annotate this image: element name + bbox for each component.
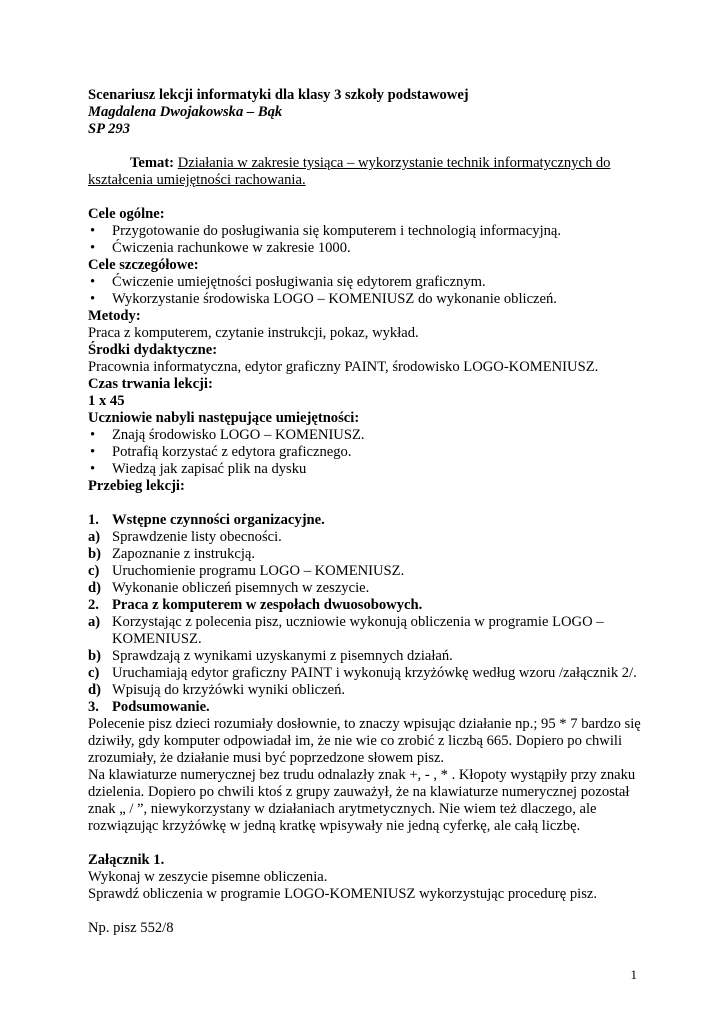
item-marker: b) (88, 648, 101, 664)
document-body (88, 87, 648, 937)
resources-heading: Środki dydaktyczne: (88, 342, 218, 358)
attachment-example: Np. pisz 552/8 (88, 920, 174, 936)
list-item: • Ćwiczenie umiejętności posługiwania się edytorem graficznym. (88, 274, 648, 291)
topic-line (88, 155, 648, 189)
specific-goals-list (88, 274, 648, 308)
attachment-heading: Załącznik 1. (88, 852, 165, 868)
list-item: • Przygotowanie do posługiwania się komputerem i technologią informacyjną. (88, 223, 648, 240)
course-heading: Przebieg lekcji: (88, 478, 185, 494)
resources-text: Pracownia informatyczna, edytor graficzny PAINT, środowisko LOGO-KOMENIUSZ. (88, 359, 599, 375)
list-item (88, 546, 648, 563)
general-goals-list (88, 223, 648, 257)
item-marker: c) (88, 563, 100, 579)
methods-heading: Metody: (88, 308, 141, 324)
list-item (88, 665, 648, 682)
item-marker: b) (88, 546, 101, 562)
section-marker: 3. (88, 699, 99, 715)
duration-value: 1 x 45 (88, 393, 125, 409)
list-item (88, 580, 648, 597)
list-item: • Potrafią korzystać z edytora graficznego. (88, 444, 648, 461)
item-marker: d) (88, 682, 101, 698)
section-1-title (88, 512, 648, 529)
item-text: Uruchomienie programu LOGO – KOMENIUSZ. (112, 563, 405, 579)
author-name: Magdalena Dwojakowska – Bąk (88, 104, 283, 120)
list-item (88, 648, 648, 665)
list-item (88, 682, 648, 699)
list-item: • Ćwiczenia rachunkowe w zakresie 1000. (88, 240, 648, 257)
item-text: Sprawdzają z wynikami uzyskanymi z pisemnych działań. (112, 648, 453, 664)
general-goals-heading: Cele ogólne: (88, 206, 165, 222)
topic-label: Temat: (130, 155, 175, 171)
item-marker: a) (88, 614, 101, 630)
skills-heading: Uczniowie nabyli następujące umiejętności: (88, 410, 360, 426)
list-item: • Znają środowisko LOGO – KOMENIUSZ. (88, 427, 648, 444)
summary-paragraph-1: Polecenie pisz dzieci rozumiały dosłownie, to znaczy wpisując działanie np.; 95 * 7 bardzo się dziwiły, gdy komputer odpowiadał im, że nie wie co zrobić z liczbą 665. Dopiero po chwili zrozumiały, że działanie musi być poprzedzone słowem pisz. (88, 716, 641, 766)
item-text: Uruchamiają edytor graficzny PAINT i wykonują krzyżówkę według wzoru /załącznik 2/. (112, 665, 637, 681)
section-title: Podsumowanie. (112, 699, 210, 715)
section-marker: 1. (88, 512, 99, 528)
specific-goals-heading: Cele szczegółowe: (88, 257, 199, 273)
item-text: Wpisują do krzyżówki wyniki obliczeń. (112, 682, 346, 698)
list-item: • Wykorzystanie środowiska LOGO – KOMENIUSZ do wykonanie obliczeń. (88, 291, 648, 308)
section-title: Praca z komputerem w zespołach dwuosobowych. (112, 597, 423, 613)
section-marker: 2. (88, 597, 99, 613)
attachment-line-2: Sprawdź obliczenia w programie LOGO-KOMENIUSZ wykorzystując procedurę pisz. (88, 886, 598, 902)
skills-list (88, 427, 648, 478)
page-number: 1 (630, 967, 637, 982)
item-text: Zapoznanie z instrukcją. (112, 546, 256, 562)
duration-heading: Czas trwania lekcji: (88, 376, 213, 392)
list-item (88, 529, 648, 546)
section-2-title (88, 597, 648, 614)
item-text: Sprawdzenie listy obecności. (112, 529, 282, 545)
document-title: Scenariusz lekcji informatyki dla klasy 3 szkoły podstawowej (88, 87, 469, 103)
item-marker: c) (88, 665, 100, 681)
list-item: • Wiedzą jak zapisać plik na dysku (88, 461, 648, 478)
item-marker: a) (88, 529, 101, 545)
item-text: Korzystając z polecenia pisz, uczniowie wykonują obliczenia w programie LOGO – KOMENIUSZ. (112, 614, 604, 647)
methods-text: Praca z komputerem, czytanie instrukcji, pokaz, wykład. (88, 325, 419, 341)
item-text: Wykonanie obliczeń pisemnych w zeszycie. (112, 580, 370, 596)
school-name: SP 293 (88, 121, 131, 137)
attachment-line-1: Wykonaj w zeszycie pisemne obliczenia. (88, 869, 328, 885)
summary-paragraph-2: Na klawiaturze numerycznej bez trudu odnalazły znak +, - , * . Kłopoty wystąpiły przy znaku dzielenia. Dopiero po chwili ktoś z grupy zauważył, że na klawiaturze numerycznej pozostał znak „ / ”, niewykorzystany w działaniach arytmetycznych. Nie wiem też dlaczego, ale rozwiązując krzyżówkę w jedną kratkę wpisywały nie jedną cyferkę, ale całą liczbę. (88, 767, 636, 834)
topic-text: Działania w zakresie tysiąca – wykorzystanie technik informatycznych do kształcenia umiejętności rachowania. (88, 155, 611, 188)
list-item (88, 563, 648, 580)
section-title: Wstępne czynności organizacyjne. (112, 512, 325, 528)
item-marker: d) (88, 580, 101, 596)
section-3-title (88, 699, 648, 716)
list-item (88, 614, 648, 648)
